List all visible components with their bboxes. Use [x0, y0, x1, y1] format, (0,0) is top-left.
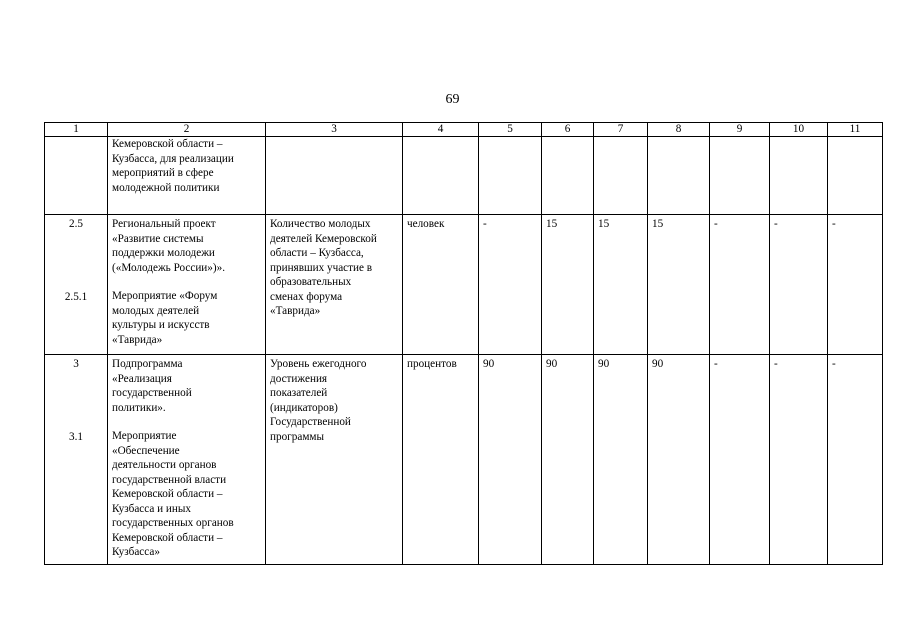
row-unit — [403, 137, 479, 215]
row-name — [108, 215, 266, 355]
row-indicator: Количество молодых деятелей Кемеровской области – Кузбасса, принявших участие в образовательных сменах форума «Таврида» — [266, 215, 403, 355]
row-value: 90 — [594, 355, 648, 565]
table-row — [45, 137, 883, 215]
page-number: 69 — [445, 92, 460, 107]
row-value — [542, 137, 594, 215]
row-value — [710, 137, 770, 215]
row-value: 15 — [542, 215, 594, 355]
row-indicator: Уровень ежегодного достижения показателей (индикаторов) Государственной программы — [266, 355, 403, 565]
row-value: 90 — [542, 355, 594, 565]
table-row — [45, 215, 883, 355]
row-value — [828, 137, 883, 215]
row-value: 15 — [648, 215, 710, 355]
row-value: 15 — [594, 215, 648, 355]
header-cell: 8 — [648, 123, 710, 137]
header-cell: 11 — [828, 123, 883, 137]
row-number-main: 2.5 — [69, 218, 83, 230]
header-cell: 4 — [403, 123, 479, 137]
row-value: - — [710, 215, 770, 355]
row-value: - — [828, 355, 883, 565]
row-name-main: Кемеровской области – Кузбасса, для реализации мероприятий в сфере молодежной политики — [112, 138, 234, 194]
row-name — [108, 137, 266, 215]
header-cell: 1 — [45, 123, 108, 137]
row-value: - — [710, 355, 770, 565]
header-cell: 5 — [479, 123, 542, 137]
row-value: 90 — [479, 355, 542, 565]
row-value: - — [828, 215, 883, 355]
row-name-sub: Мероприятие «Форум молодых деятелей культуры и искусств «Таврида» — [112, 290, 218, 346]
row-unit: процентов — [403, 355, 479, 565]
header-cell: 6 — [542, 123, 594, 137]
row-value — [770, 137, 828, 215]
row-name-sub: Мероприятие «Обеспечение деятельности органов государственной власти Кемеровской области – Кузбасса и иных государственных органов Кемеровской области – Кузбасса» — [112, 430, 234, 558]
header-cell: 3 — [266, 123, 403, 137]
row-name-main: Подпрограмма «Реализация государственной политики». — [112, 358, 192, 414]
row-number-sub: 3.1 — [69, 430, 83, 443]
row-name — [108, 355, 266, 565]
row-indicator — [266, 137, 403, 215]
row-number — [45, 137, 108, 215]
row-value: - — [479, 215, 542, 355]
row-number — [45, 355, 108, 565]
header-cell: 10 — [770, 123, 828, 137]
header-cell: 2 — [108, 123, 266, 137]
header-cell: 7 — [594, 123, 648, 137]
row-unit: человек — [403, 215, 479, 355]
row-value — [648, 137, 710, 215]
row-value: 90 — [648, 355, 710, 565]
header-row — [45, 123, 883, 137]
row-value — [594, 137, 648, 215]
indicator-table — [44, 122, 883, 565]
row-value — [479, 137, 542, 215]
row-number-sub: 2.5.1 — [64, 290, 88, 303]
row-number-main: 3 — [73, 358, 79, 370]
row-number — [45, 215, 108, 355]
row-value: - — [770, 355, 828, 565]
row-name-main: Региональный проект «Развитие системы поддержки молодежи («Молодежь России»)». — [112, 218, 226, 274]
header-cell: 9 — [710, 123, 770, 137]
row-value: - — [770, 215, 828, 355]
table-row — [45, 355, 883, 565]
